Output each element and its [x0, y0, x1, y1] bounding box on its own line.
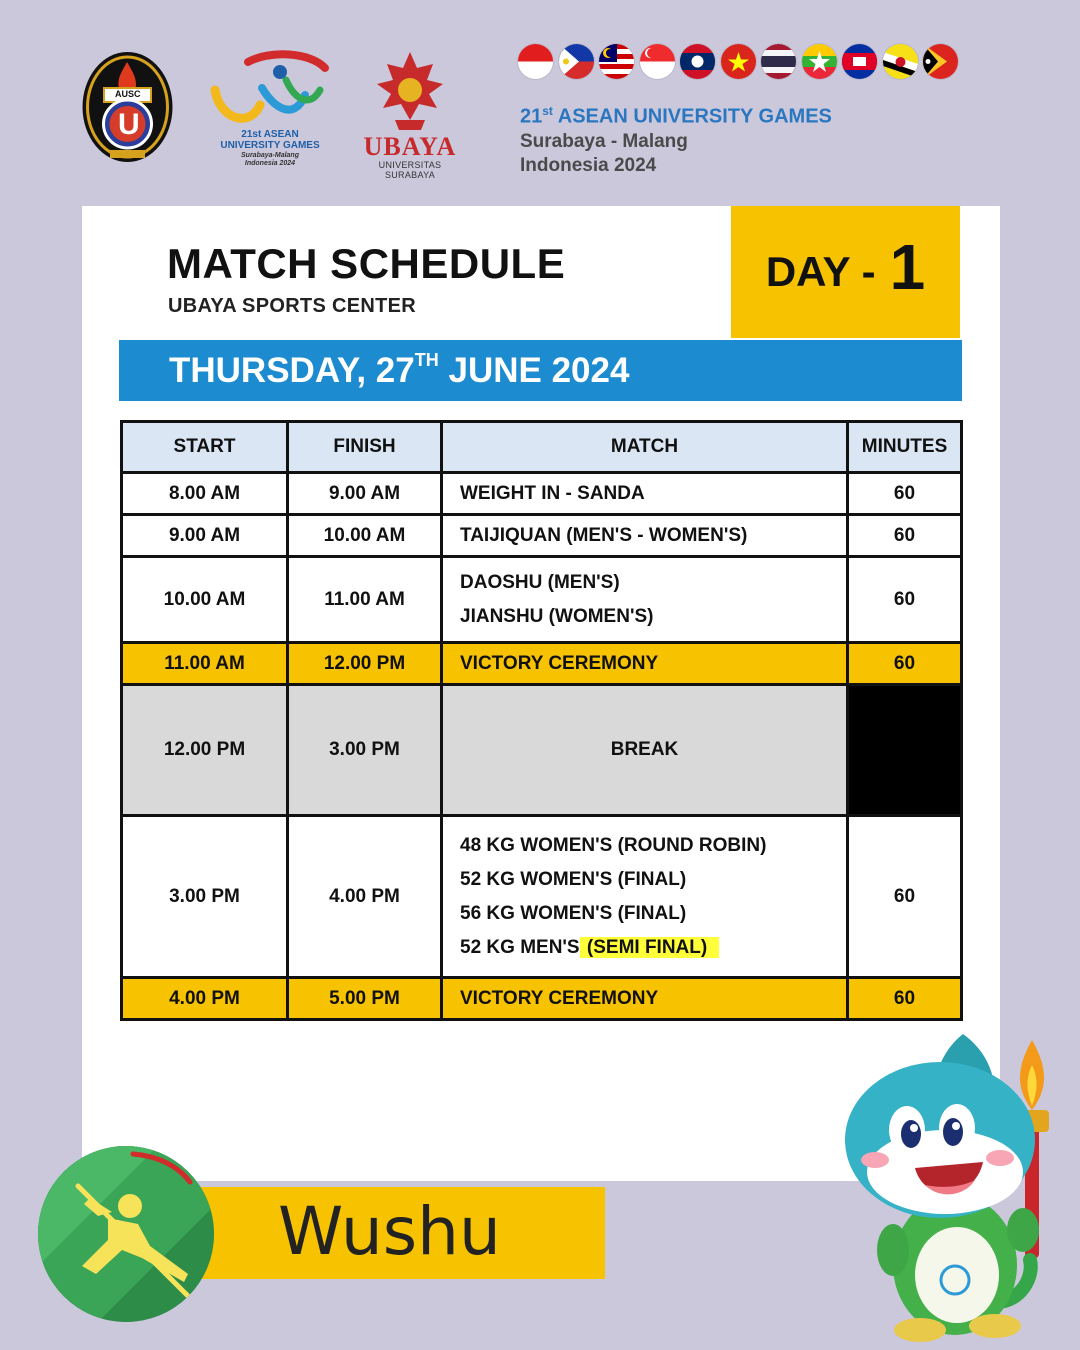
semi-final-highlight [580, 937, 720, 958]
match-line: DAOSHU (MEN'S) [460, 571, 620, 593]
match-line: 56 KG WOMEN'S (FINAL) [460, 902, 687, 924]
cell-finish: 12.00 PM [288, 643, 442, 685]
cell-minutes: 60 [848, 816, 962, 978]
flag-indonesia-icon [518, 44, 553, 79]
cell-minutes: 60 [848, 473, 962, 515]
schedule-table [120, 420, 963, 1021]
event-name [520, 98, 960, 130]
date-prefix: THURSDAY, 27 [169, 351, 415, 390]
games-logo [200, 50, 340, 170]
header-match: MATCH [442, 422, 848, 473]
table-row-ceremony [122, 978, 962, 1020]
match-line: 48 KG WOMEN'S (ROUND ROBIN) [460, 834, 767, 856]
cell-match [442, 816, 848, 978]
event-country-year: Indonesia 2024 [520, 154, 657, 176]
sport-banner [195, 1187, 605, 1279]
header-finish: FINISH [288, 422, 442, 473]
cell-finish: 3.00 PM [288, 685, 442, 816]
cell-finish: 9.00 AM [288, 473, 442, 515]
cell-finish: 4.00 PM [288, 816, 442, 978]
cell-start: 10.00 AM [122, 557, 288, 643]
flag-myanmar-icon [802, 44, 837, 79]
date-rest: JUNE 2024 [448, 351, 630, 390]
cell-match: BREAK [442, 685, 848, 816]
flag-timor-leste-icon [923, 44, 958, 79]
date-banner [119, 340, 962, 401]
table-row [122, 473, 962, 515]
cell-finish: 10.00 AM [288, 515, 442, 557]
table-row-ceremony [122, 643, 962, 685]
cell-finish: 5.00 PM [288, 978, 442, 1020]
games-line1: 21st ASEAN [241, 129, 299, 140]
date-suffix: TH [414, 350, 439, 370]
semi-final-text: (SEMI FINAL) [586, 936, 708, 958]
ubaya-name: UBAYA [363, 132, 457, 161]
cell-start: 12.00 PM [122, 685, 288, 816]
ubaya-sub: UNIVERSITAS SURABAYA [378, 160, 442, 180]
wushu-pictogram-icon [38, 1146, 214, 1322]
cell-start: 3.00 PM [122, 816, 288, 978]
cell-minutes: 60 [848, 643, 962, 685]
table-row [122, 557, 962, 643]
cell-match: TAIJIQUAN (MEN'S - WOMEN'S) [442, 515, 848, 557]
event-name-text: ASEAN UNIVERSITY GAMES [557, 105, 832, 128]
cell-start: 8.00 AM [122, 473, 288, 515]
event-ordinal: 21 [520, 105, 543, 128]
day-badge [731, 206, 960, 338]
cell-minutes: 60 [848, 978, 962, 1020]
cell-start: 4.00 PM [122, 978, 288, 1020]
ubaya-emblem-icon [355, 50, 465, 132]
cell-match [442, 557, 848, 643]
page-title: MATCH SCHEDULE [167, 240, 566, 287]
day-number: 1 [889, 231, 926, 303]
table-header-row [122, 422, 962, 473]
event-location: Surabaya - Malang [520, 130, 688, 152]
cell-minutes: 60 [848, 515, 962, 557]
ausc-text: AUSC [115, 89, 141, 99]
flag-malaysia-icon [599, 44, 634, 79]
flag-philippines-icon [559, 44, 594, 79]
match-line: 52 KG WOMEN'S (FINAL) [460, 868, 687, 890]
flag-thailand-icon [761, 44, 796, 79]
games-line4: Indonesia 2024 [244, 160, 296, 167]
cell-match: WEIGHT IN - SANDA [442, 473, 848, 515]
table-row [122, 816, 962, 978]
event-ordinal-suffix: st [542, 104, 553, 118]
games-line2: UNIVERSITY GAMES [220, 140, 320, 151]
ausc-logo [80, 50, 175, 165]
header-start: START [122, 422, 288, 473]
cell-start: 11.00 AM [122, 643, 288, 685]
flag-singapore-icon [640, 44, 675, 79]
cell-match: VICTORY CEREMONY [442, 978, 848, 1020]
ausc-letter: U [118, 108, 140, 141]
day-label: DAY - [765, 248, 876, 295]
cell-minutes: 60 [848, 557, 962, 643]
flag-brunei-icon [883, 44, 918, 79]
flag-cambodia-icon [842, 44, 877, 79]
flags-row [518, 44, 958, 80]
venue-label: UBAYA SPORTS CENTER [168, 295, 416, 317]
date-text [169, 350, 629, 391]
match-line-text: 52 KG MEN'S [460, 936, 580, 958]
cell-start: 9.00 AM [122, 515, 288, 557]
event-title [520, 98, 960, 178]
flag-vietnam-icon [721, 44, 756, 79]
cell-minutes [848, 685, 962, 816]
match-line [460, 931, 846, 965]
header-minutes: MINUTES [848, 422, 962, 473]
flag-laos-icon [680, 44, 715, 79]
sport-name: Wushu [278, 1193, 501, 1270]
games-line3: Surabaya-Malang [241, 152, 299, 159]
cell-finish: 11.00 AM [288, 557, 442, 643]
table-row [122, 515, 962, 557]
cell-match: VICTORY CEREMONY [442, 643, 848, 685]
table-row-break [122, 685, 962, 816]
ubaya-logo [355, 50, 465, 180]
mascot-illustration [835, 1030, 1075, 1345]
match-line: JIANSHU (WOMEN'S) [460, 605, 654, 627]
